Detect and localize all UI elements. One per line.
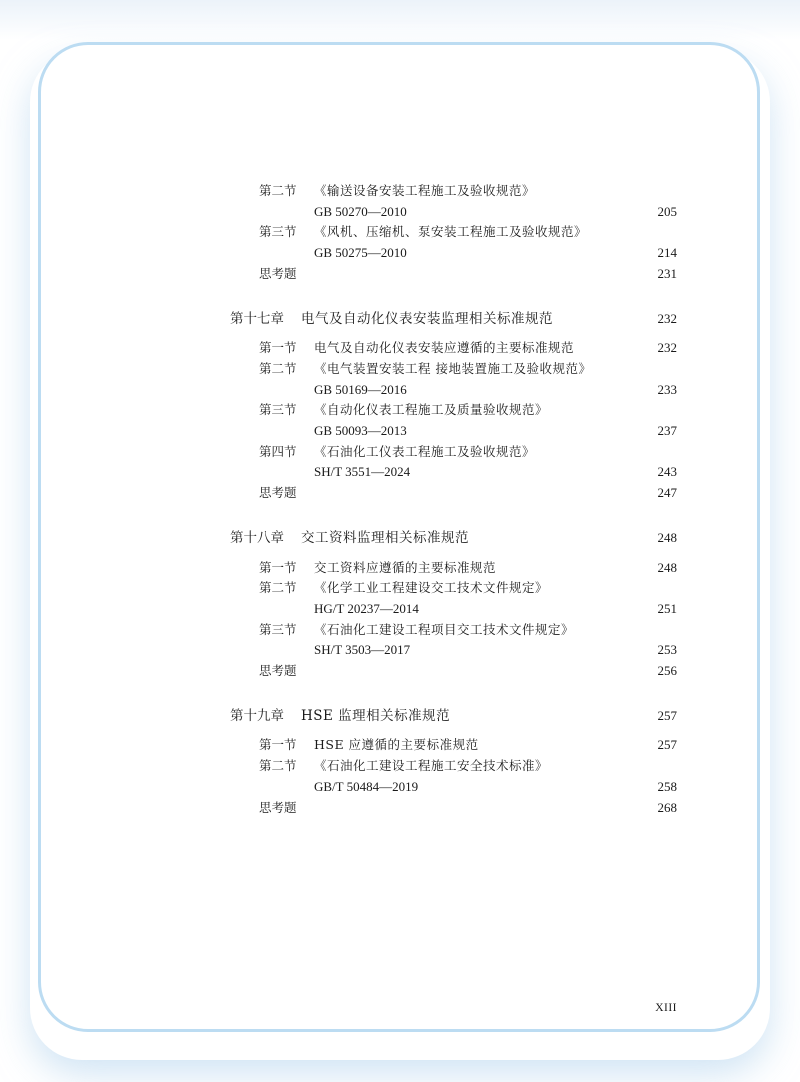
page-number: 248 — [657, 559, 677, 575]
section-number: 第一节 — [259, 340, 297, 356]
top-glow — [0, 0, 800, 40]
page-number: 268 — [657, 799, 677, 815]
section-number: 第二节 — [259, 360, 297, 376]
questions-entry — [0, 483, 800, 503]
standard-code-line — [0, 599, 800, 619]
standard-code: GB 50169—2016 — [314, 381, 407, 397]
section-entry — [0, 620, 800, 640]
section-entry — [0, 181, 800, 201]
section-number: 第二节 — [259, 580, 297, 596]
section-title: 《石油化工建设工程项目交工技术文件规定》 — [314, 621, 575, 637]
section-number: 第一节 — [259, 737, 297, 753]
section-entry — [0, 400, 800, 420]
standard-code: GB 50275—2010 — [314, 245, 407, 261]
page-number: 237 — [657, 423, 677, 438]
standard-code: GB/T 50484—2019 — [314, 778, 419, 794]
section-title: HSE 应遵循的主要标准规范 — [314, 737, 479, 753]
chapter-heading — [0, 706, 800, 726]
standard-code-line — [0, 202, 800, 222]
questions-label: 思考题 — [259, 663, 297, 678]
page-number: 248 — [657, 529, 677, 545]
section-title: 《石油化工建设工程施工安全技术标准》 — [314, 758, 549, 774]
questions-entry — [0, 661, 800, 681]
section-entry — [0, 735, 800, 755]
standard-code: SH/T 3503—2017 — [314, 642, 411, 658]
page-number: 231 — [657, 265, 677, 281]
standard-code: HG/T 20237—2014 — [314, 600, 419, 616]
section-title: 《石油化工仪表工程施工及验收规范》 — [314, 443, 536, 459]
section-entry — [0, 359, 800, 379]
chapter-title: 交工资料监理相关标准规范 — [301, 529, 469, 546]
page-number: 251 — [657, 600, 677, 616]
chapter-heading — [0, 528, 800, 548]
page-number: 257 — [657, 707, 677, 723]
section-entry — [0, 578, 800, 598]
section-title: 《输送设备安装工程施工及验收规范》 — [314, 183, 536, 198]
standard-code-line — [0, 380, 800, 400]
questions-label: 思考题 — [259, 485, 297, 501]
standard-code-line — [0, 243, 800, 263]
section-title: 《化学工业工程建设交工技术文件规定》 — [314, 580, 549, 596]
page-folio: XIII — [655, 1002, 677, 1014]
questions-label: 思考题 — [259, 799, 297, 815]
section-entry — [0, 442, 800, 462]
chapter-title: HSE 监理相关标准规范 — [301, 707, 451, 724]
section-title: 电气及自动化仪表安装应遵循的主要标准规范 — [314, 340, 575, 356]
chapter-number: 第十八章 — [230, 529, 284, 546]
section-number: 第三节 — [259, 224, 297, 240]
standard-code: GB 50093—2013 — [314, 423, 407, 438]
section-entry — [0, 756, 800, 776]
page-number: 205 — [657, 203, 677, 219]
page-number: 232 — [657, 310, 677, 326]
section-title: 《电气装置安装工程 接地装置施工及验收规范》 — [314, 360, 592, 376]
page-number: 232 — [657, 340, 677, 356]
chapter-title: 电气及自动化仪表安装监理相关标准规范 — [301, 310, 553, 327]
questions-entry — [0, 264, 800, 284]
section-number: 第一节 — [259, 559, 297, 575]
section-title: 《风机、压缩机、泵安装工程施工及验收规范》 — [314, 224, 588, 240]
section-number: 第二节 — [259, 183, 297, 198]
page-number: 256 — [657, 663, 677, 678]
section-number: 第四节 — [259, 443, 297, 459]
section-title: 交工资料应遵循的主要标准规范 — [314, 559, 497, 575]
standard-code-line — [0, 462, 800, 482]
section-entry — [0, 222, 800, 242]
page-number: 233 — [657, 381, 677, 397]
chapter-number: 第十九章 — [230, 707, 284, 724]
page-number: 243 — [657, 464, 677, 480]
section-entry — [0, 558, 800, 578]
standard-code-line — [0, 421, 800, 441]
page-number: 247 — [657, 485, 677, 501]
questions-label: 思考题 — [259, 265, 297, 281]
page-number: 253 — [657, 642, 677, 658]
page-number: 258 — [657, 778, 677, 794]
questions-entry — [0, 798, 800, 818]
standard-code-line — [0, 640, 800, 660]
section-entry — [0, 338, 800, 358]
page-number: 214 — [657, 245, 677, 261]
page-number: 257 — [657, 737, 677, 753]
section-number: 第三节 — [259, 402, 297, 418]
standard-code: GB 50270—2010 — [314, 203, 407, 219]
chapter-number: 第十七章 — [230, 310, 284, 327]
standard-code-line — [0, 777, 800, 797]
section-title: 《自动化仪表工程施工及质量验收规范》 — [314, 402, 549, 418]
chapter-heading — [0, 309, 800, 329]
standard-code: SH/T 3551—2024 — [314, 464, 411, 480]
section-number: 第二节 — [259, 758, 297, 774]
section-number: 第三节 — [259, 621, 297, 637]
